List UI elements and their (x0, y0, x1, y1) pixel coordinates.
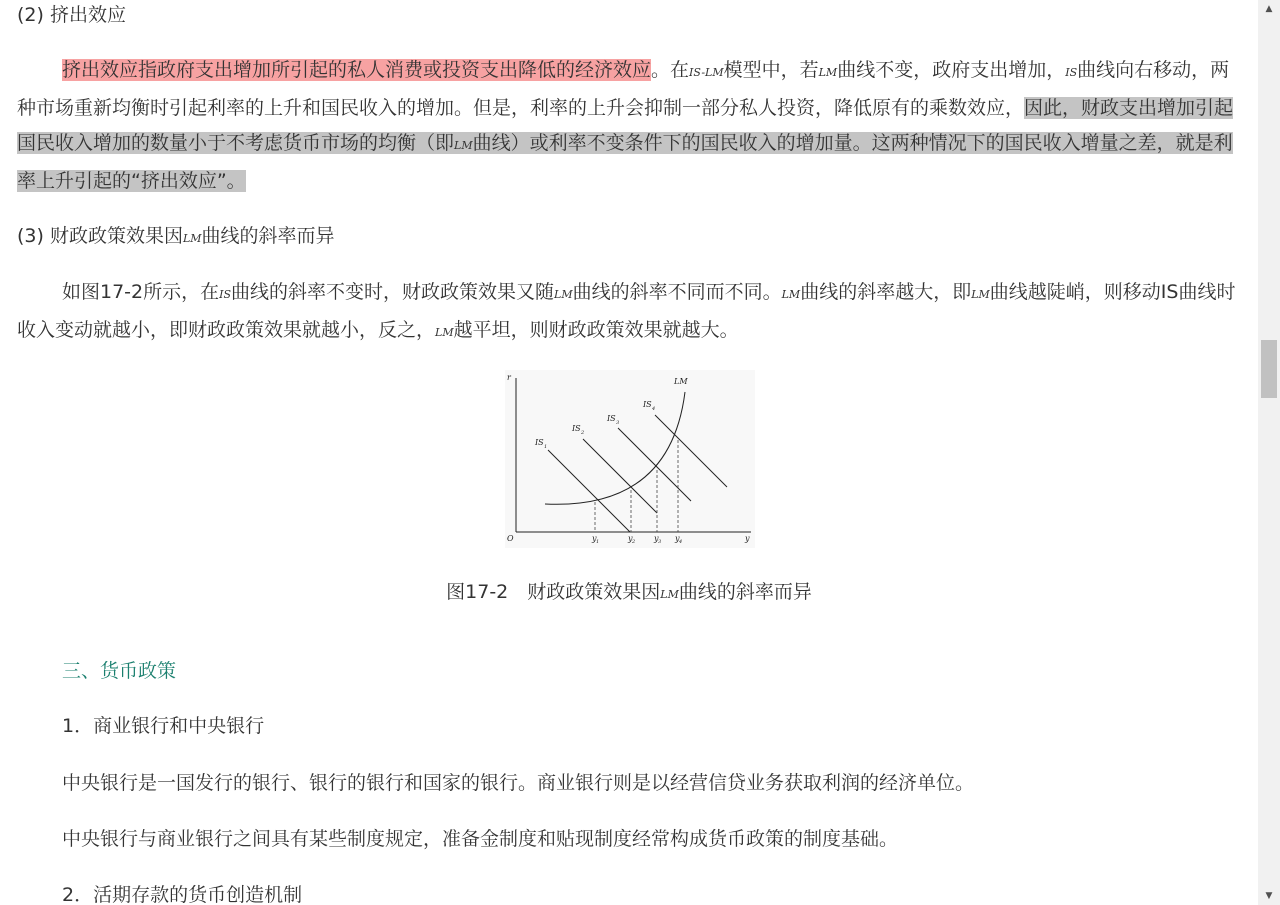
y2-label: y (628, 534, 633, 543)
figure-background (505, 370, 755, 548)
highlighted-conclusion: 因此，财政支出增加引起国民收入增加的数量小于不考虑货币市场的均衡（即LM曲线）或利率不变条件下的国民收入的增加量。这两种情况下的国民收入增量之差，就是利率上升引起的“挤出效应”。 (17, 96, 1234, 192)
y3-label: y (654, 534, 659, 543)
scrollbar-thumb[interactable] (1261, 340, 1277, 398)
is-lm-figure (505, 370, 755, 548)
crowding-out-paragraph: 挤出效应指政府支出增加所引起的私人消费或投资支出降低的经济效应。在IS-LM模型中，若LM曲线不变，政府支出增加，IS曲线向右移动，两种市场重新均衡时引起利率的上升和国民收入的增加。但是，利率的上升会抑制一部分私人投资，降低原有的乘数效应，因此，财政支出增加引起国民收入增加的数量小于不考虑货币市场的均衡（即LM曲线）或利率不变条件下的国民收入的增加量。这两种情况下的国民收入增量之差，就是利率上升引起的“挤出效应”。 (17, 59, 1234, 192)
lm-symbol: LM (554, 288, 573, 301)
y1-subscript: 1 (596, 539, 600, 545)
y4-label: y (675, 534, 680, 543)
is-symbol: IS (1065, 66, 1078, 79)
y-axis-label: y (745, 534, 750, 543)
y4-subscript: 4 (679, 539, 683, 545)
reserve-system-paragraph: 中央银行与商业银行之间具有某些制度规定，准备金制度和贴现制度经常构成货币政策的制度基础。 (62, 828, 899, 850)
crowding-out-heading: (2) 挤出效应 (17, 4, 126, 26)
scroll-up-icon[interactable]: ▲ (1265, 4, 1273, 14)
is4-label: IS (643, 400, 652, 409)
lm-symbol: LM (182, 232, 202, 245)
is-symbol: IS (219, 288, 232, 301)
r-axis-label: r (507, 373, 511, 382)
lm-label: LM (674, 377, 688, 386)
lm-symbol: LM (781, 288, 801, 301)
is1-subscript: 1 (544, 444, 548, 450)
banks-subheading: 1．商业银行和中央银行 (62, 715, 265, 737)
y2-subscript: 2 (632, 539, 636, 545)
is-lm-symbol: IS-LM (689, 66, 724, 79)
central-bank-paragraph: 中央银行是一国发行的银行、银行的银行和国家的银行。商业银行则是以经营信贷业务获取利润的经济单位。 (62, 772, 975, 794)
is2-label: IS (572, 424, 581, 433)
lm-symbol: LM (971, 288, 990, 301)
is4-subscript: 4 (652, 406, 656, 412)
fiscal-policy-paragraph: 如图17-2所示，在IS曲线的斜率不变时，财政政策效果又随LM曲线的斜率不同而不同。LM曲线的斜率越大，即LM曲线越陡峭，则移动IS曲线时收入变动就越小，即财政政策效果就越小，反之，LM越平坦，则财政政策效果就越大。 (17, 281, 1236, 341)
fiscal-policy-lm-heading: (3) 财政政策效果因LM曲线的斜率而异 (17, 225, 335, 247)
deposit-creation-subheading: 2．活期存款的货币创造机制 (62, 884, 303, 905)
lm-symbol: LM (660, 588, 679, 601)
y3-subscript: 3 (658, 539, 662, 545)
is1-label: IS (535, 438, 544, 447)
figure-caption: 图17-2 财政政策效果因LM曲线的斜率而异 (446, 581, 812, 603)
is3-label: IS (607, 414, 616, 423)
lm-symbol: LM (818, 66, 838, 79)
scroll-down-icon[interactable]: ▼ (1265, 891, 1273, 901)
monetary-policy-title: 三、货币政策 (62, 660, 177, 682)
lm-symbol: LM (454, 139, 473, 152)
y1-label: y (592, 534, 597, 543)
is3-subscript: 3 (616, 420, 620, 426)
highlighted-definition: 挤出效应指政府支出增加所引起的私人消费或投资支出降低的经济效应 (62, 59, 652, 81)
vertical-scrollbar[interactable] (1258, 0, 1280, 905)
origin-label: O (507, 534, 514, 543)
lm-symbol: LM (435, 325, 454, 339)
is2-subscript: 2 (581, 430, 585, 436)
